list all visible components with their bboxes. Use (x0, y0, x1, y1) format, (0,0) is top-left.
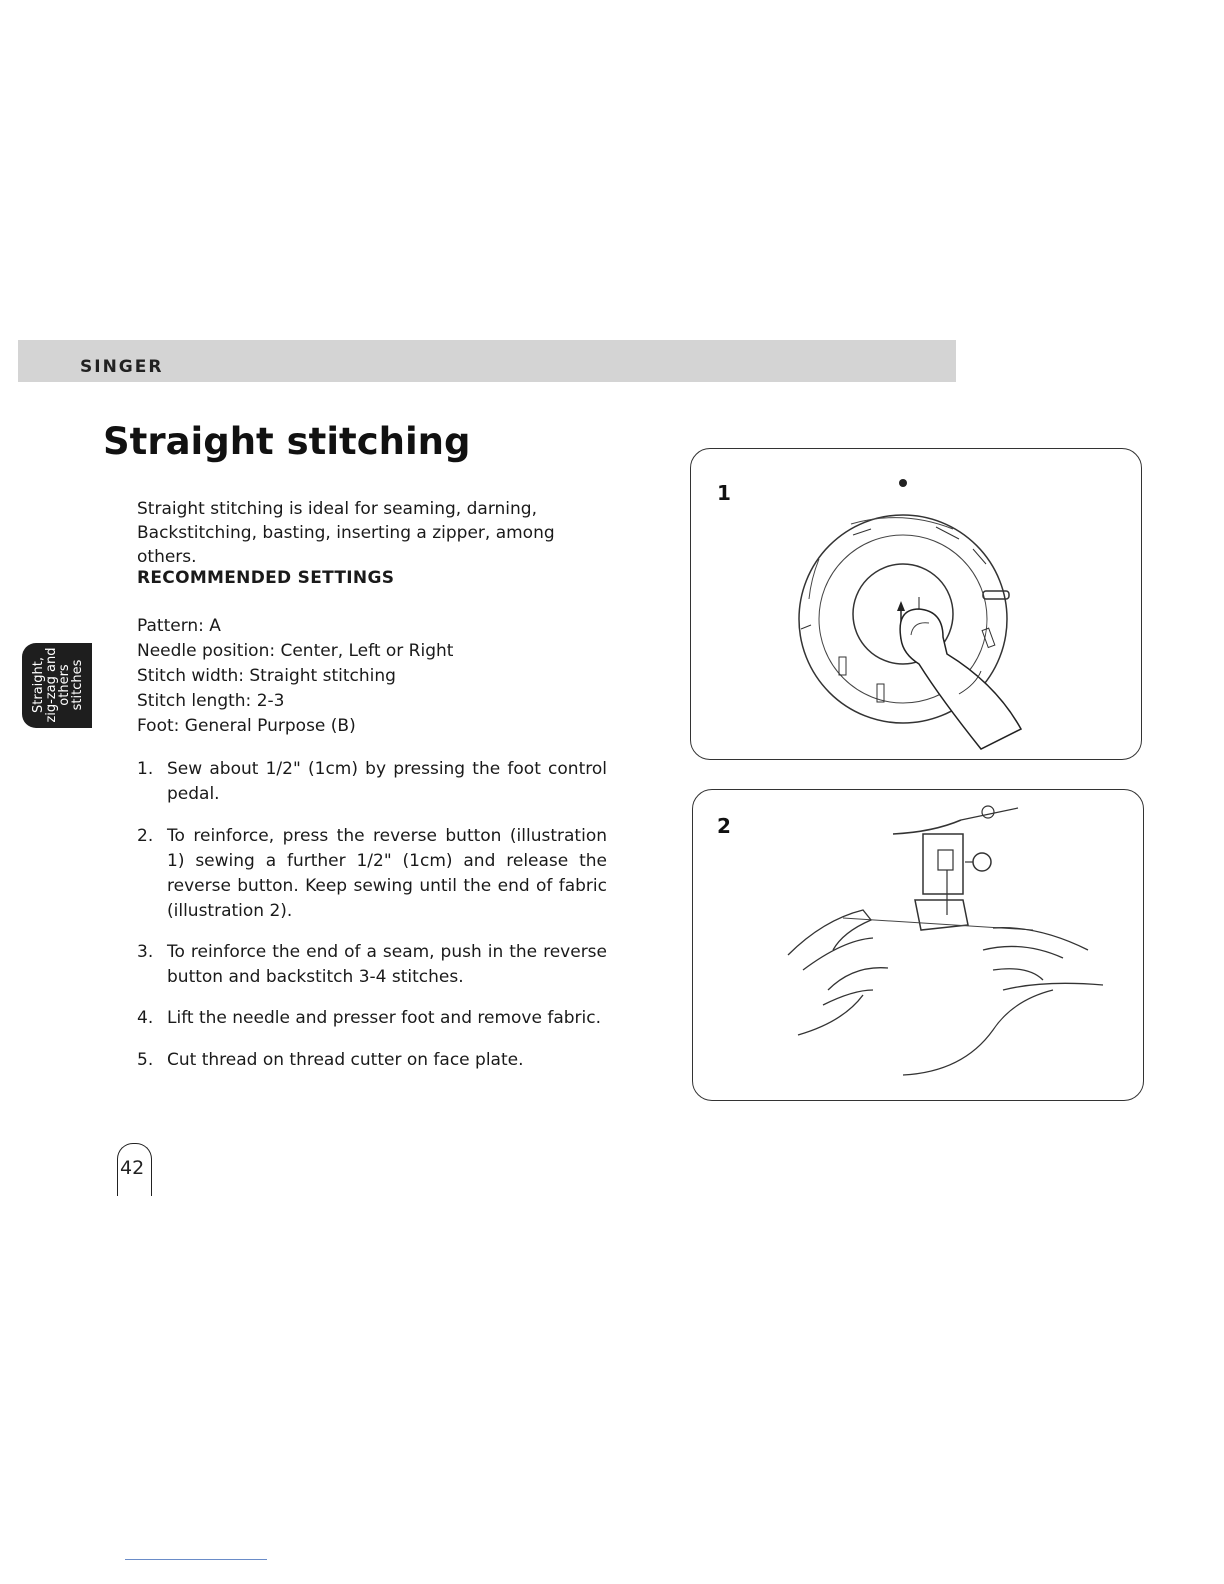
step-text: To reinforce, press the reverse button (illustration 1) sewing a further 1/2" (1cm) and release the reverse button. Keep sewing until the end of fabric (illustration 2). (167, 826, 607, 921)
page-title: Straight stitching (103, 420, 471, 463)
step-item (137, 757, 607, 807)
brand-logo: SINGER (80, 357, 164, 377)
page-number: 42 (120, 1157, 145, 1179)
step-text: To reinforce the end of a seam, push in the reverse button and backstitch 3-4 stitches. (167, 942, 607, 987)
footer-rule (125, 1559, 267, 1560)
illustration-label: 1 (717, 481, 731, 505)
presser-foot-with-hands-icon (693, 790, 1143, 1100)
settings-heading: RECOMMENDED SETTINGS (137, 568, 395, 588)
intro-line: Straight stitching is ideal for seaming, darning, (137, 499, 537, 519)
step-text: Cut thread on thread cutter on face plate. (167, 1050, 524, 1070)
illustration-label: 2 (717, 814, 731, 838)
illustration-2 (692, 789, 1144, 1101)
step-item (137, 824, 607, 924)
step-number: 3. (137, 942, 154, 962)
step-text: Lift the needle and presser foot and remove fabric. (167, 1008, 601, 1028)
step-number: 4. (137, 1008, 154, 1028)
stitch-dial-with-finger-icon (691, 449, 1141, 759)
setting-foot: Foot: General Purpose (B) (137, 716, 356, 736)
step-number: 5. (137, 1050, 154, 1070)
setting-stitch-length: Stitch length: 2-3 (137, 691, 285, 711)
section-tab-label: Straight, zig-zag and others stitches (31, 647, 85, 723)
step-item (137, 1048, 607, 1073)
step-text: Sew about 1/2" (1cm) by pressing the foot control pedal. (167, 759, 607, 804)
step-item (137, 1006, 607, 1031)
intro-paragraph (137, 497, 617, 569)
intro-line: Backstitching, basting, inserting a zipper, among others. (137, 523, 555, 567)
step-number: 1. (137, 759, 154, 779)
step-item (137, 940, 607, 990)
steps-list (137, 757, 607, 1073)
illustration-1 (690, 448, 1142, 760)
setting-needle-position: Needle position: Center, Left or Right (137, 641, 454, 661)
setting-stitch-width: Stitch width: Straight stitching (137, 666, 396, 686)
settings-list (137, 614, 453, 739)
setting-pattern: Pattern: A (137, 616, 221, 636)
step-number: 2. (137, 826, 154, 846)
